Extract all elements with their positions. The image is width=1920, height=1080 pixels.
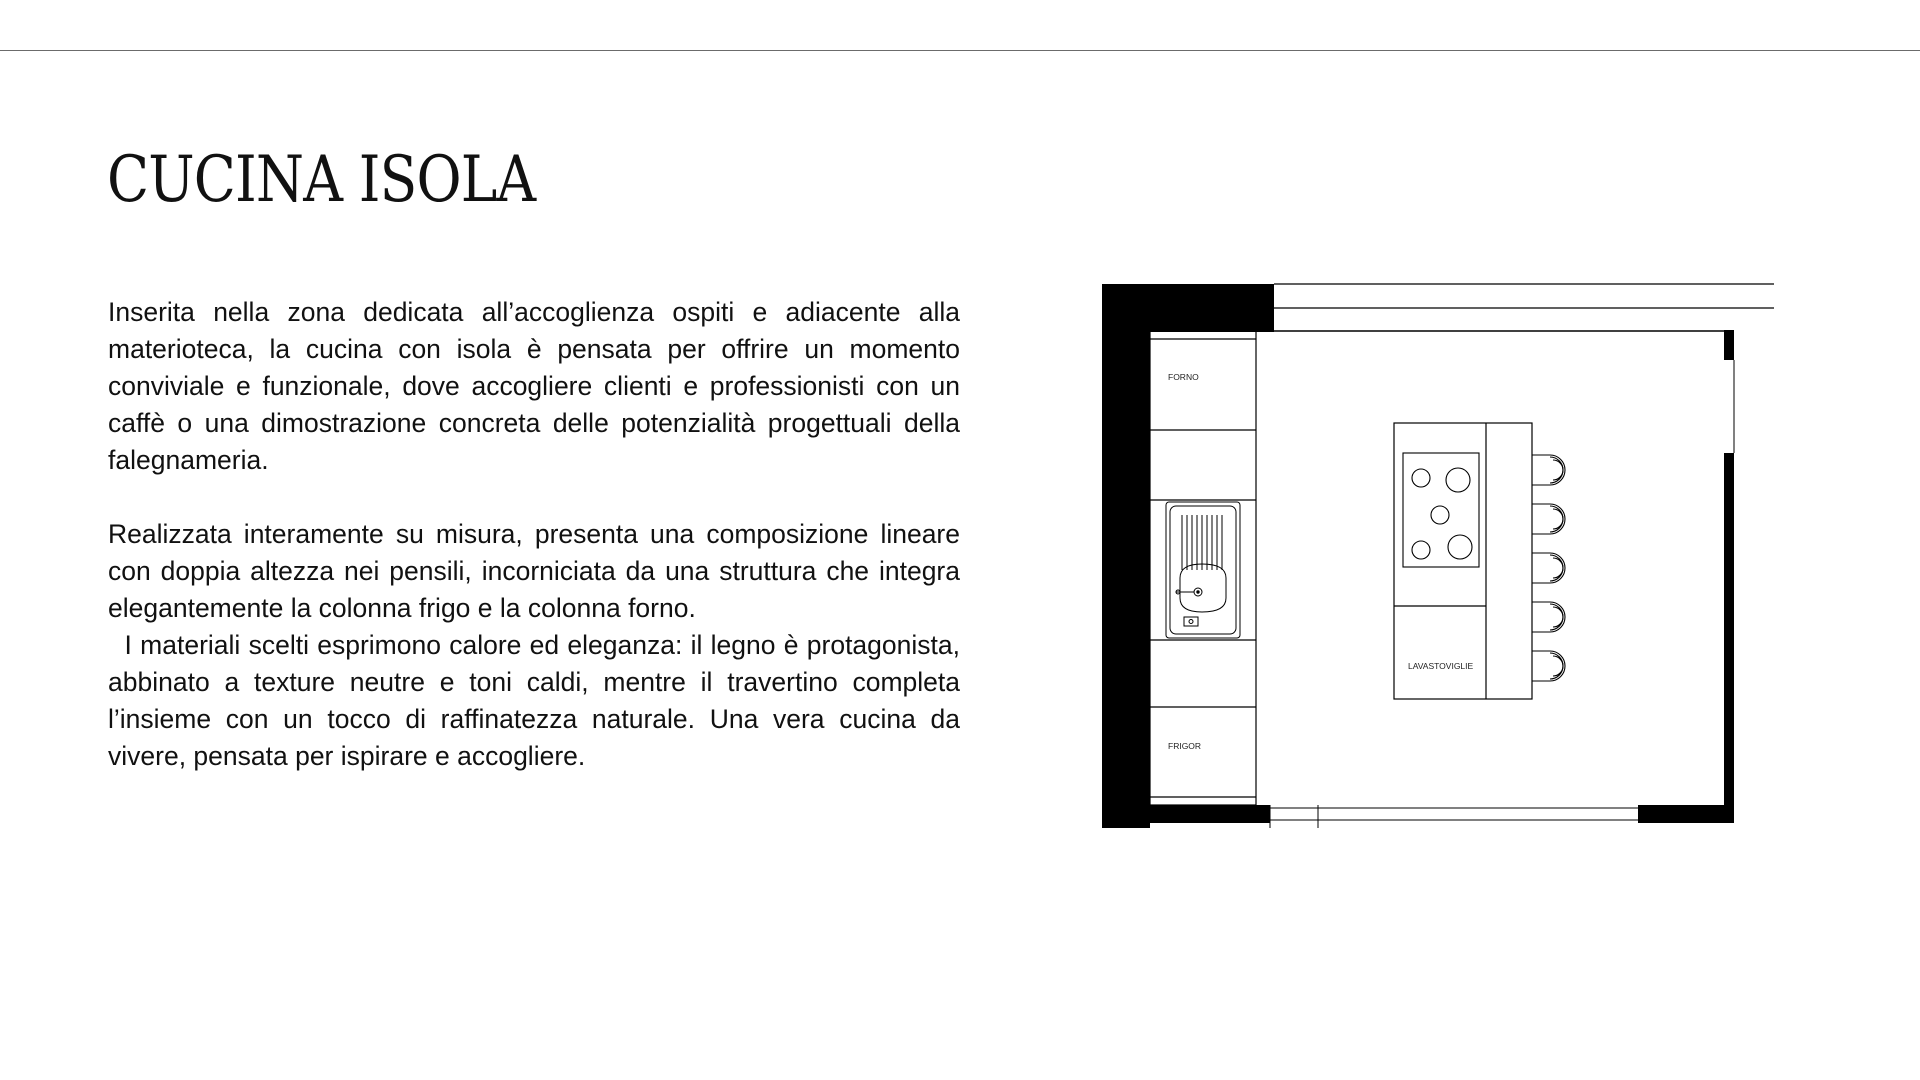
stool-icon [1532,455,1565,485]
cooktop-icon [1403,453,1479,567]
page-title: CUCINA ISOLA [107,143,536,217]
sink-icon [1166,502,1240,638]
fridge-label: FRIGOR [1168,741,1202,751]
description-paragraph-3: I materiali scelti esprimono calore ed eleganza: il legno è protagonista, abbinato a texture neutre e toni caldi, mentre il travertino completa l’insieme con un tocco di raffinatezza naturale. Una vera cucina da vivere, pensata per ispirare e accogliere. [108,630,968,771]
kitchen-island [1394,423,1532,699]
stool-icon [1532,553,1565,583]
plan-walls [1102,284,1774,828]
bar-stools [1532,455,1565,681]
description-paragraph-2: Realizzata interamente su misura, presenta una composizione lineare con doppia altezza nei pensili, incorniciata da una struttura che integra elegantemente la colonna frigo e la colonna forno. [108,519,960,623]
stool-icon [1532,602,1565,632]
description-paragraph-1: Inserita nella zona dedicata all’accoglienza ospiti e adiacente alla materioteca, la cucina con isola è pensata per offrire un momento conviviale e funzionale, dove accogliere clienti e professionisti con un caffè o una dimostrazione concreta delle potenzialità progettuali della falegnameria. [108,297,960,475]
stool-icon [1532,651,1565,681]
stool-icon [1532,504,1565,534]
dishwasher-label: LAVASTOVIGLIE [1408,661,1474,671]
kitchen-floor-plan [1098,280,1780,830]
top-divider [0,50,1920,51]
description-text [108,294,968,775]
oven-label: FORNO [1168,372,1199,382]
